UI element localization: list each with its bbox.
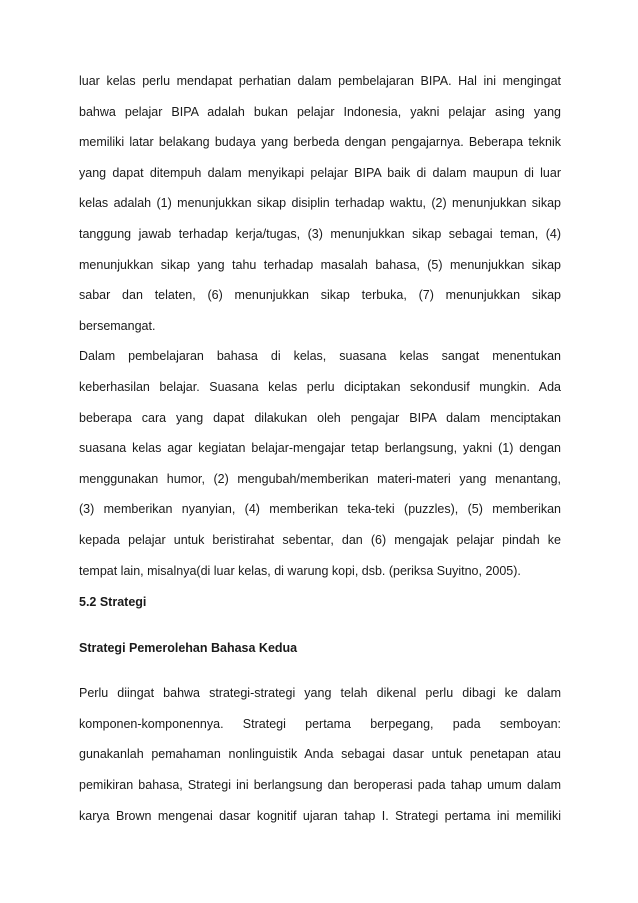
text-line: memiliki latar belakang budaya yang berbeda dengan pengajarnya. Beberapa teknik — [79, 135, 561, 150]
text-line-last: tempat lain, misalnya(di luar kelas, di warung kopi, dsb. (periksa Suyitno, 2005). — [79, 563, 521, 578]
text-line: kelas adalah (1) menunjukkan sikap disiplin terhadap waktu, (2) menunjukkan sikap — [79, 196, 561, 211]
text-line: kepada pelajar untuk beristirahat sebentar, dan (6) mengajak pelajar pindah ke — [79, 532, 561, 547]
text-line: karya Brown mengenai dasar kognitif ujaran tahap I. Strategi pertama ini memiliki — [79, 808, 561, 823]
text-line: komponen-komponennya. Strategi pertama berpegang, pada semboyan: — [79, 716, 561, 731]
subheading: Strategi Pemerolehan Bahasa Kedua — [79, 640, 298, 655]
text-line: sabar dan telaten, (6) menunjukkan sikap terbuka, (7) menunjukkan sikap — [79, 288, 561, 303]
text-line: beberapa cara yang dapat dilakukan oleh pengajar BIPA dalam menciptakan — [79, 410, 561, 425]
text-line: (3) memberikan nyanyian, (4) memberikan teka-teki (puzzles), (5) memberikan — [79, 502, 561, 517]
text-line: keberhasilan belajar. Suasana kelas perlu diciptakan sekondusif mungkin. Ada — [79, 379, 561, 394]
text-line: tanggung jawab terhadap kerja/tugas, (3) menunjukkan sikap sebagai teman, (4) — [79, 226, 561, 241]
text-line: menunjukkan sikap yang tahu terhadap masalah bahasa, (5) menunjukkan sikap — [79, 257, 561, 272]
paragraph-teknik-bipa — [79, 66, 561, 341]
text-line: suasana kelas agar kegiatan belajar-mengajar tetap berlangsung, yakni (1) dengan — [79, 441, 561, 456]
paragraph-strategi — [79, 678, 561, 831]
text-line: Perlu diingat bahwa strategi-strategi yang telah dikenal perlu dibagi ke dalam — [79, 686, 561, 701]
text-line-last: bersemangat. — [79, 318, 156, 333]
text-line: gunakanlah pemahaman nonlinguistik Anda sebagai dasar untuk penetapan atau — [79, 747, 561, 762]
text-line: yang dapat ditempuh dalam menyikapi pelajar BIPA baik di dalam maupun di luar — [79, 165, 561, 180]
paragraph-suasana-kelas — [79, 341, 561, 586]
text-line: Dalam pembelajaran bahasa di kelas, suasana kelas sangat menentukan — [79, 349, 561, 364]
text-line: luar kelas perlu mendapat perhatian dalam pembelajaran BIPA. Hal ini mengingat — [79, 74, 561, 88]
text-line: bahwa pelajar BIPA adalah bukan pelajar Indonesia, yakni pelajar asing yang — [79, 104, 561, 119]
text-line: menggunakan humor, (2) mengubah/memberikan materi-materi yang menantang, — [79, 471, 561, 486]
section-heading: 5.2 Strategi — [79, 595, 147, 610]
text-line: pemikiran bahasa, Strategi ini berlangsung dan beroperasi pada tahap umum dalam — [79, 778, 561, 793]
